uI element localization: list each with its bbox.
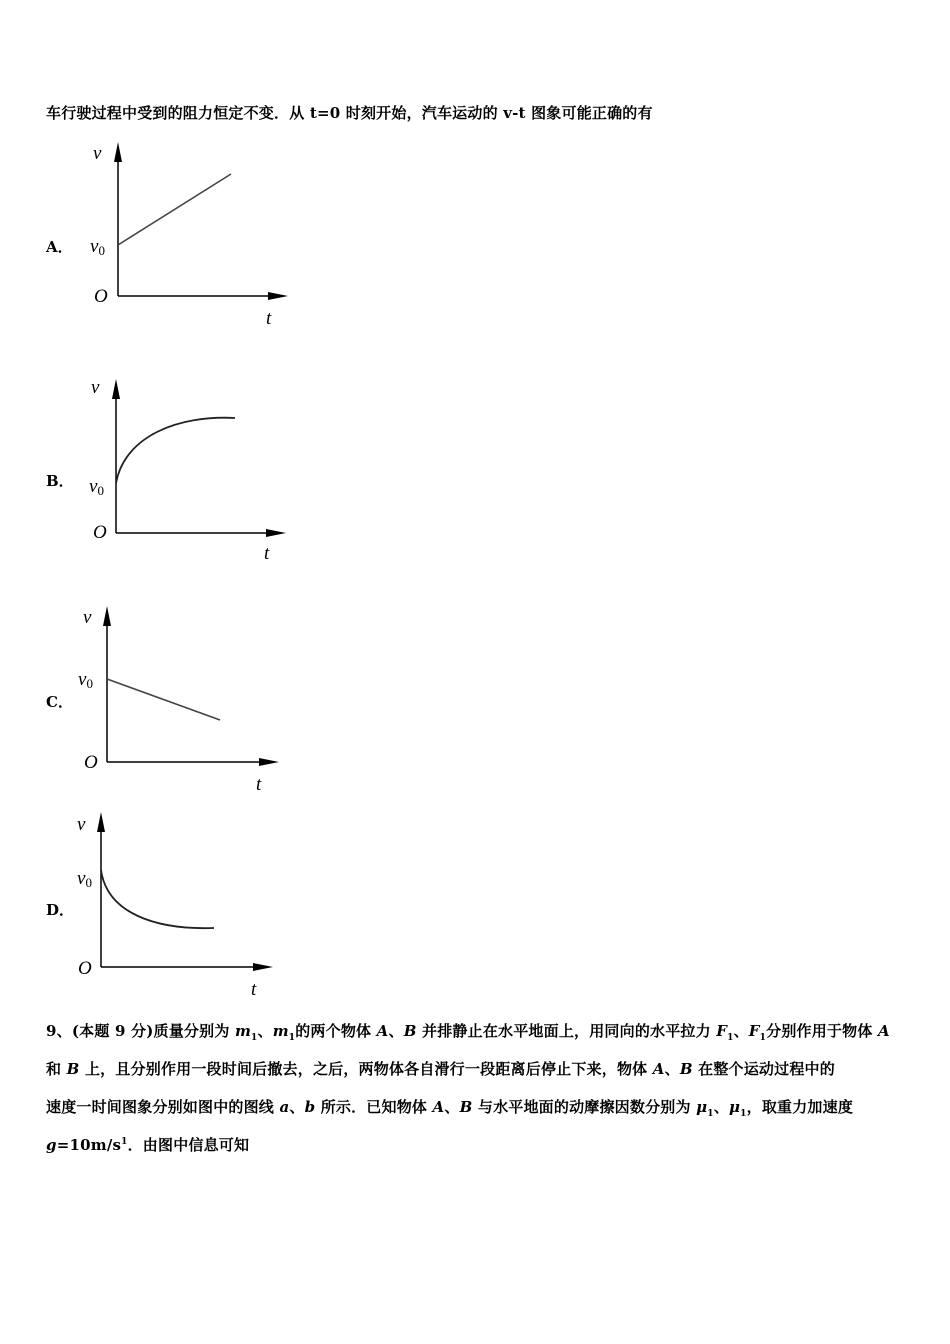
- option-a-graph: [80, 140, 300, 330]
- t-axis-arrow: [253, 963, 273, 971]
- option-a-label[interactable]: A．: [46, 238, 73, 256]
- v-axis-arrow: [103, 606, 111, 626]
- q9-line-2: 和 B 上，且分别作用一段时间后撤去，之后，两物体各自滑行一段距离后停止下来，物体 A、B 在整个运动过程中的: [46, 1060, 835, 1078]
- v0-label: v0: [78, 669, 93, 691]
- option-b-label[interactable]: B．: [46, 472, 74, 490]
- q9-line-1: 9、(本题 9 分)质量分别为 $m_1$、$m_1$的两个物体 A、B 并排静止在水平地面上，用同向的水平拉力 $F_1$、$F_1$分别作用于物体 A: [46, 1022, 890, 1043]
- option-d-graph: [75, 808, 295, 1003]
- option-c-label[interactable]: C．: [46, 693, 73, 711]
- t-axis-label: t: [266, 308, 272, 329]
- v-axis-arrow: [97, 812, 105, 832]
- v-axis-label: v: [83, 607, 92, 628]
- v-axis-label: v: [93, 143, 102, 164]
- vt-curve: [116, 418, 235, 483]
- vt-curve: [101, 870, 214, 928]
- option-c-graph: [75, 602, 295, 797]
- v-axis-label: v: [77, 814, 86, 835]
- t-axis-arrow: [259, 758, 279, 766]
- origin-label: O: [94, 286, 108, 307]
- v0-label: v0: [77, 868, 92, 890]
- vt-curve: [107, 679, 220, 720]
- option-b-graph: [80, 375, 300, 565]
- origin-label: O: [78, 958, 92, 979]
- origin-label: O: [93, 522, 107, 543]
- t-axis-label: t: [256, 774, 262, 795]
- v0-label: v0: [89, 476, 104, 498]
- t-axis-label: t: [264, 543, 270, 564]
- question-intro-line: 车行驶过程中受到的阻力恒定不变．从 t=0 时刻开始，汽车运动的 v-t 图象可能正确的有: [46, 104, 653, 122]
- vt-curve: [118, 174, 231, 245]
- t-axis-label: t: [251, 979, 257, 1000]
- origin-label: O: [84, 752, 98, 773]
- t-axis-arrow: [266, 529, 286, 537]
- v-axis-label: v: [91, 377, 100, 398]
- t-axis-arrow: [268, 292, 288, 300]
- v-axis-arrow: [112, 379, 120, 399]
- q9-line-3: 速度一时间图象分别如图中的图线 a、b 所示．已知物体 A、B 与水平地面的动摩擦因数分别为 $\mu_1$、$\mu_1$，取重力加速度: [46, 1098, 854, 1119]
- q9-line-4: $g=10m/s^1$．由图中信息可知: [46, 1136, 250, 1154]
- v0-label: v0: [90, 236, 105, 258]
- option-d-label[interactable]: D．: [46, 901, 75, 919]
- v-axis-arrow: [114, 142, 122, 162]
